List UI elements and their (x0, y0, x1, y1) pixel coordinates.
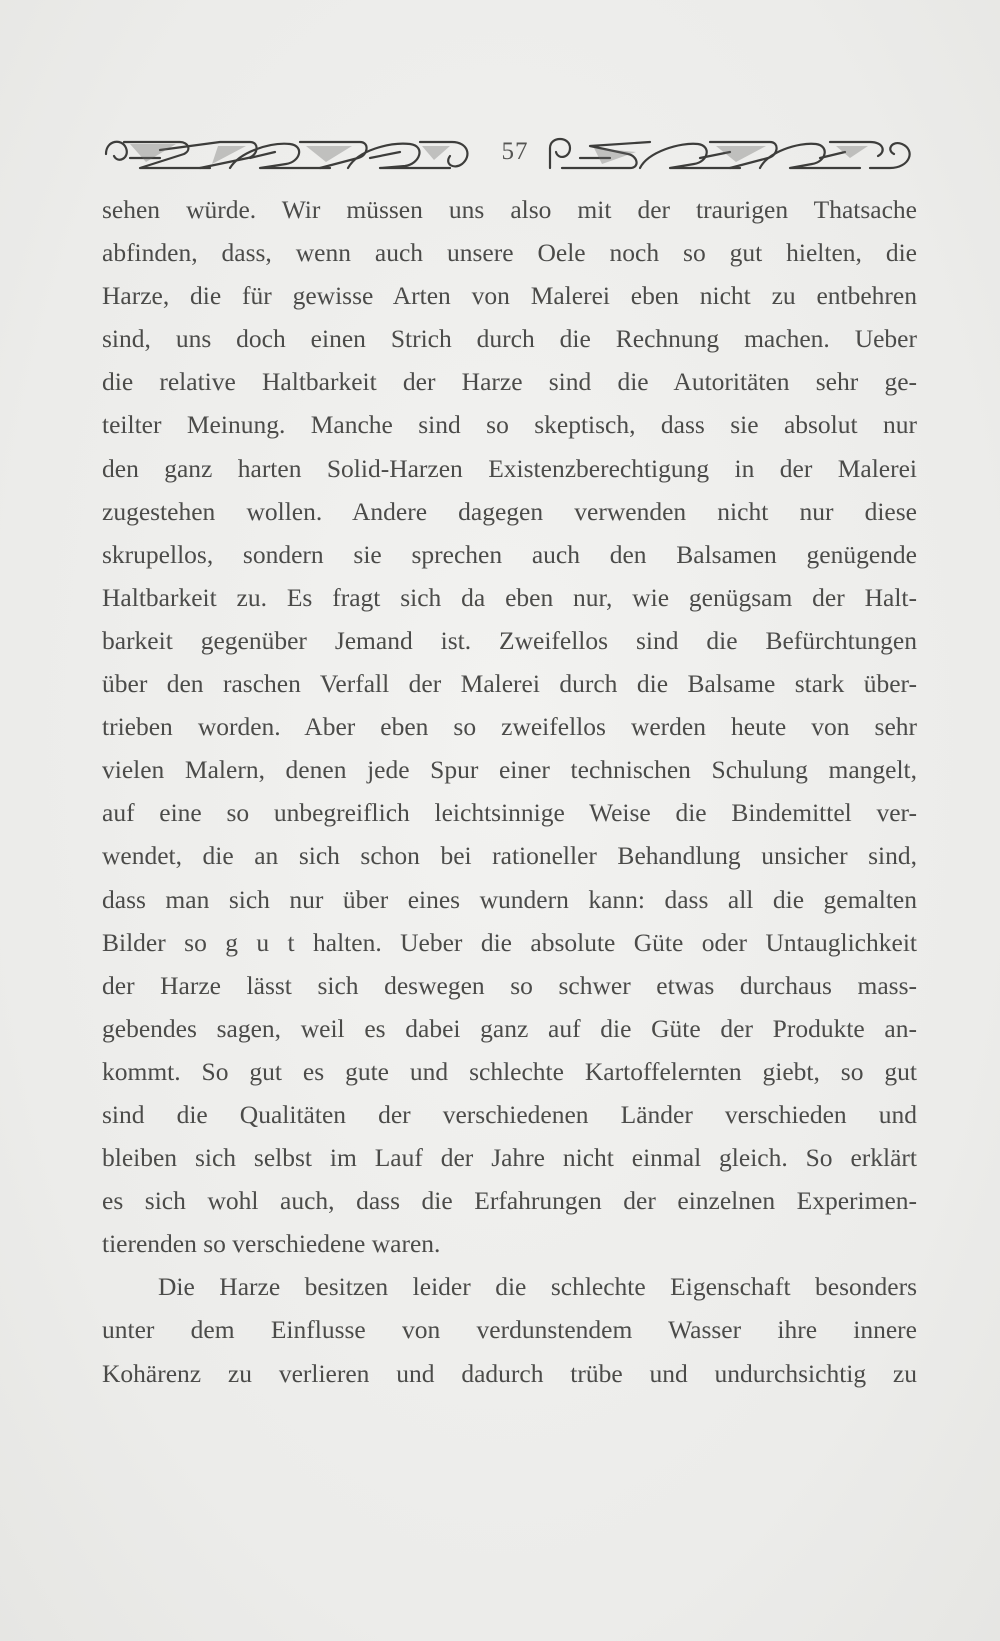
text-line: teilter Meinung. Manche sind so skeptisch, dass sie absolut nur (102, 410, 917, 440)
text-line: zugestehen wollen. Andere dagegen verwenden nicht nur diese (102, 496, 917, 526)
text-line: auf eine so unbegreiflich leichtsinnige Weise die Bindemittel ver- (102, 798, 917, 828)
text-line: Bilder so g u t halten. Ueber die absolute Güte oder Untauglichkeit (102, 927, 917, 957)
text-line: skrupellos, sondern sie sprechen auch den Balsamen genügende (102, 539, 917, 569)
text-line: trieben worden. Aber eben so zweifellos werden heute von sehr (102, 712, 917, 742)
text-line: Kohärenz zu verlieren und dadurch trübe und undurchsichtig zu (102, 1358, 917, 1388)
text-line: Haltbarkeit zu. Es fragt sich da eben nur, wie genügsam der Halt- (102, 582, 917, 612)
text-line: der Harze lässt sich deswegen so schwer etwas durchaus mass- (102, 970, 917, 1000)
body-text (102, 188, 917, 1395)
text-line: es sich wohl auch, dass die Erfahrungen der einzelnen Experimen- (102, 1186, 917, 1216)
text-line: den ganz harten Solid-Harzen Existenzberechtigung in der Malerei (102, 453, 917, 483)
paragraph-first-line: Die Harze besitzen leider die schlechte Eigenschaft besonders (158, 1272, 917, 1302)
left-ornament-icon (100, 128, 475, 178)
text-line: die relative Haltbarkeit der Harze sind die Autoritäten sehr ge- (102, 367, 917, 397)
text-line: kommt. So gut es gute und schlechte Kartoffelernten giebt, so gut (102, 1056, 917, 1086)
text-line: gebendes sagen, weil es dabei ganz auf die Güte der Produkte an- (102, 1013, 917, 1043)
text-line: tierenden so verschiedene waren. (102, 1229, 441, 1259)
text-line: über den raschen Verfall der Malerei durch die Balsame stark über- (102, 669, 917, 699)
page-number: 57 (501, 138, 529, 165)
page-header (100, 128, 920, 178)
text-line: abfinden, dass, wenn auch unsere Oele noch so gut hielten, die (102, 238, 917, 268)
text-line: sehen würde. Wir müssen uns also mit der traurigen Thatsache (102, 195, 917, 224)
text-line: unter dem Einflusse von verdunstendem Wasser ihre innere (102, 1315, 917, 1345)
text-line: bleiben sich selbst im Lauf der Jahre nicht einmal gleich. So erklärt (102, 1143, 917, 1173)
text-line: wendet, die an sich schon bei rationeller Behandlung unsicher sind, (102, 841, 917, 871)
text-line: sind die Qualitäten der verschiedenen Länder verschieden und (102, 1099, 917, 1129)
right-ornament-icon (540, 128, 920, 178)
text-line: barkeit gegenüber Jemand ist. Zweifellos sind die Befürchtungen (102, 625, 917, 655)
text-line: dass man sich nur über eines wundern kann: dass all die gemalten (102, 884, 917, 914)
text-line: vielen Malern, denen jede Spur einer technischen Schulung mangelt, (102, 755, 917, 785)
text-line: sind, uns doch einen Strich durch die Rechnung machen. Ueber (102, 324, 917, 354)
text-line: Harze, die für gewisse Arten von Malerei eben nicht zu entbehren (102, 281, 917, 311)
